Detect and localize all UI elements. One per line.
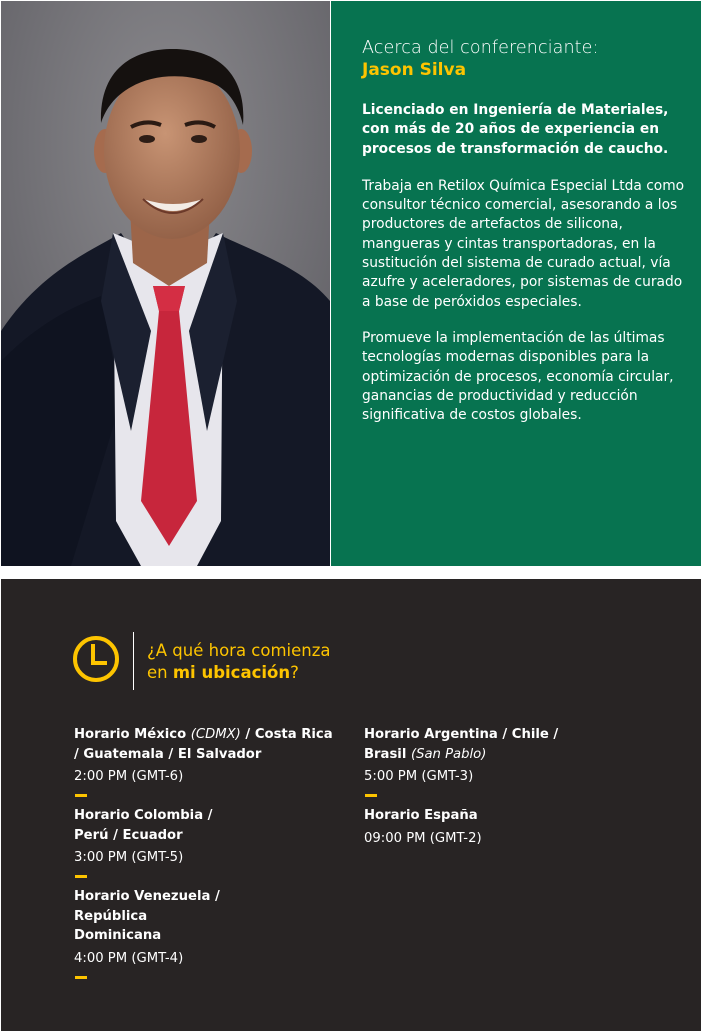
question-line-2: en mi ubicación?	[147, 663, 299, 682]
entry-time: 4:00 PM (GMT-4)	[74, 950, 184, 966]
schedule-entry	[74, 806, 354, 878]
entry-time: 3:00 PM (GMT-5)	[74, 850, 184, 865]
entry-time: 2:00 PM (GMT-6)	[74, 769, 184, 784]
entry-time: 09:00 PM (GMT-2)	[364, 830, 482, 846]
schedule-entry	[364, 806, 644, 848]
schedule-column-left	[74, 725, 354, 988]
bio-paragraph: Trabaja en Retilox Química Especial Ltda como consultor técnico comercial, asesorando a los productores de artefactos de silicona, mangueras y cintas transportadoras, en la sustitución del sistema de curado actual, vía azufre y aceleradores, por sistemas de curado a base de peróxidos especiales.	[362, 177, 685, 310]
speaker-photo	[1, 1, 330, 566]
schedule-question	[147, 640, 331, 684]
schedule-section	[1, 579, 701, 1031]
separator-dash	[75, 875, 87, 878]
bio-heading: Acerca del conferenciante:	[362, 38, 599, 58]
question-line-1: ¿A qué hora comienza	[147, 641, 331, 660]
separator-dash	[75, 976, 87, 979]
schedule-column-right	[364, 725, 644, 848]
entry-region: Horario Colombia / Perú / Ecuador	[74, 808, 213, 843]
entry-region: Horario Argentina / Chile / Brasil (San Pablo)	[364, 727, 559, 762]
entry-region: Horario México (CDMX) / Costa Rica / Guatemala / El Salvador	[74, 727, 333, 762]
question-emphasis: mi ubicación	[172, 663, 291, 682]
separator-dash	[365, 794, 377, 797]
schedule-entry	[74, 725, 354, 797]
schedule-entry	[74, 887, 354, 979]
entry-region: Horario Venezuela / República Dominicana	[74, 889, 220, 943]
schedule-entry	[364, 725, 644, 797]
separator-dash	[75, 794, 87, 797]
clock-icon	[72, 635, 120, 683]
entry-region: Horario España	[364, 808, 478, 823]
bio-lead-paragraph: Licenciado en Ingeniería de Materiales, con más de 20 años de experiencia en procesos de transformación de caucho.	[362, 102, 669, 157]
bio-paragraph: Promueve la implementación de las últimas tecnologías modernas disponibles para la optimización de procesos, economía circular, ganancias de productividad y reducción significativa de costos globales.	[362, 329, 674, 424]
entry-time: 5:00 PM (GMT-3)	[364, 769, 474, 784]
speaker-bio-panel	[331, 1, 701, 566]
speaker-name: Jason Silva	[362, 60, 467, 80]
divider	[133, 632, 134, 690]
